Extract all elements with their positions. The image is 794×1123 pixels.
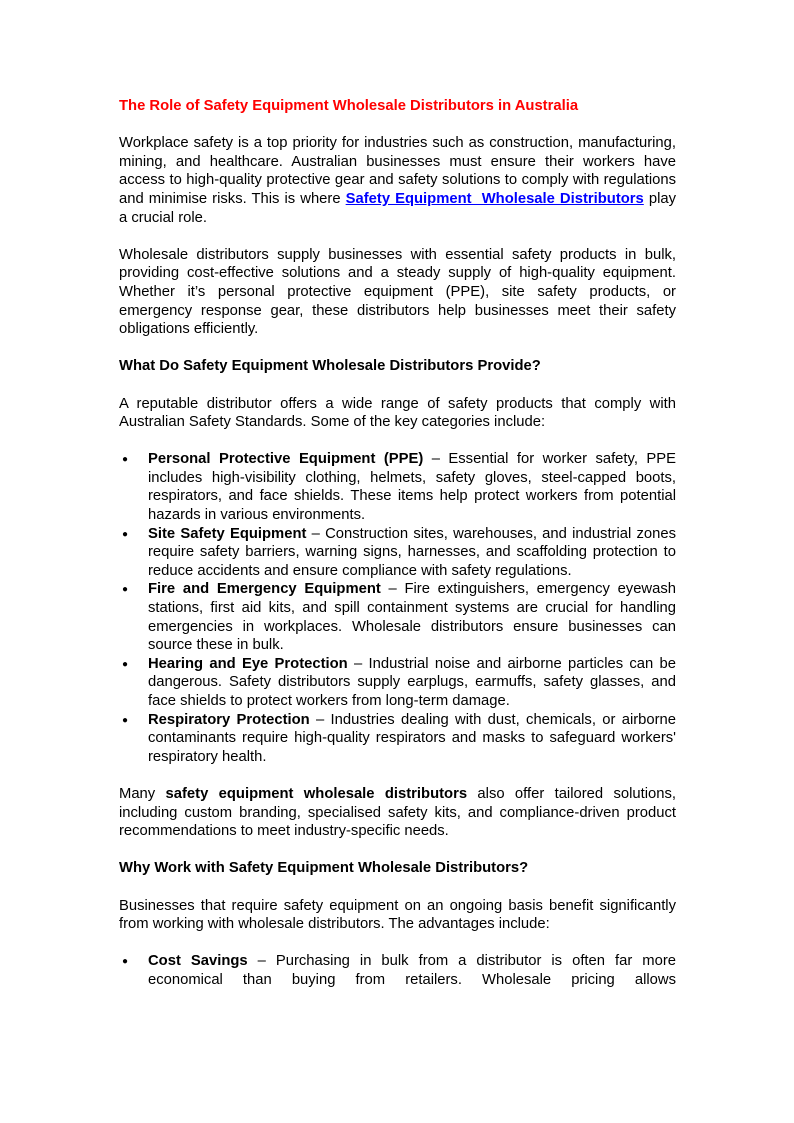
bullet-item-ppe	[119, 450, 676, 524]
bullet-term: Cost Savings	[148, 953, 248, 970]
tailored-text-after: also offer tailored solutions, including custom branding, specialised safety kits, and compliance-driven product recommendations to meet industry-specific needs.	[119, 785, 676, 840]
bullet-item-hearing-eye	[119, 655, 676, 711]
tailored-bold-phrase: safety equipment wholesale distributors	[165, 785, 468, 802]
why-bullet-list	[119, 952, 676, 989]
section-heading-why-work: Why Work with Safety Equipment Wholesale Distributors?	[119, 860, 529, 877]
intro-paragraph-2: Wholesale distributors supply businesses with essential safety products in bulk, providing cost-effective solutions and a steady supply of high-quality equipment. Whether it’s personal protective equipment (PPE), site safety products, or emergency response gear, these distributors help businesses meet their safety obligations efficiently.	[119, 246, 676, 338]
tailored-solutions-paragraph	[119, 785, 676, 841]
bullet-text: – Essential for worker safety, PPE includes high-visibility clothing, helmets, safety gloves, steel-capped boots, respirators, and face shields. These items help protect workers from potential hazards in various environments.	[148, 451, 676, 524]
bullet-term: Hearing and Eye Protection	[148, 655, 348, 672]
bullet-term: Site Safety Equipment	[148, 525, 307, 542]
intro-text-after-link: play a crucial role.	[119, 190, 677, 226]
tailored-text-before: Many	[119, 785, 166, 802]
section-heading-provide: What Do Safety Equipment Wholesale Distributors Provide?	[119, 358, 541, 375]
bullet-text: – Fire extinguishers, emergency eyewash stations, first aid kits, and spill containment systems are crucial for handling emergencies in workplaces. Wholesale distributors ensure businesses can source these in bulk.	[148, 581, 676, 654]
why-intro-paragraph: Businesses that require safety equipment on an ongoing basis benefit significantly from working with wholesale distributors. The advantages include:	[119, 897, 676, 933]
bullet-text: – Purchasing in bulk from a distributor is often far more economical than buying from retailers. Wholesale pricing allows	[148, 953, 676, 988]
bullet-text: – Industries dealing with dust, chemicals, or airborne contaminants require high-quality respirators and masks to safeguard workers' respiratory health.	[148, 711, 676, 765]
bullet-item-site-safety	[119, 525, 676, 581]
provide-intro-paragraph: A reputable distributor offers a wide range of safety products that comply with Australian Safety Standards. Some of the key categories include:	[119, 395, 676, 431]
intro-text-before-link: Workplace safety is a top priority for industries such as construction, manufacturing, mining, and healthcare. Australian businesses must ensure their workers have access to high-quality protective gear and safety solutions to comply with regulations and minimise risks. This is where	[119, 135, 676, 207]
bullet-text: – Construction sites, warehouses, and industrial zones require safety barriers, warning signs, harnesses, and scaffolding protection to reduce accidents and ensure compliance with safety regulations.	[148, 525, 676, 579]
provide-bullet-list	[119, 450, 676, 766]
safety-equipment-distributors-link[interactable]: Safety Equipment Wholesale Distributors	[345, 190, 644, 207]
intro-paragraph-1	[119, 134, 676, 227]
bullet-item-respiratory	[119, 711, 676, 767]
bullet-text: – Industrial noise and airborne particles can be dangerous. Safety distributors supply earplugs, earmuffs, safety glasses, and face shields to protect workers from long-term damage.	[148, 655, 676, 709]
bullet-item-cost-savings	[119, 952, 676, 989]
bullet-item-fire-emergency	[119, 580, 676, 654]
bullet-term: Fire and Emergency Equipment	[148, 581, 381, 598]
bullet-term: Respiratory Protection	[148, 711, 310, 728]
document-title: The Role of Safety Equipment Wholesale Distributors in Australia	[119, 98, 579, 114]
bullet-term: Personal Protective Equipment (PPE)	[148, 451, 424, 468]
